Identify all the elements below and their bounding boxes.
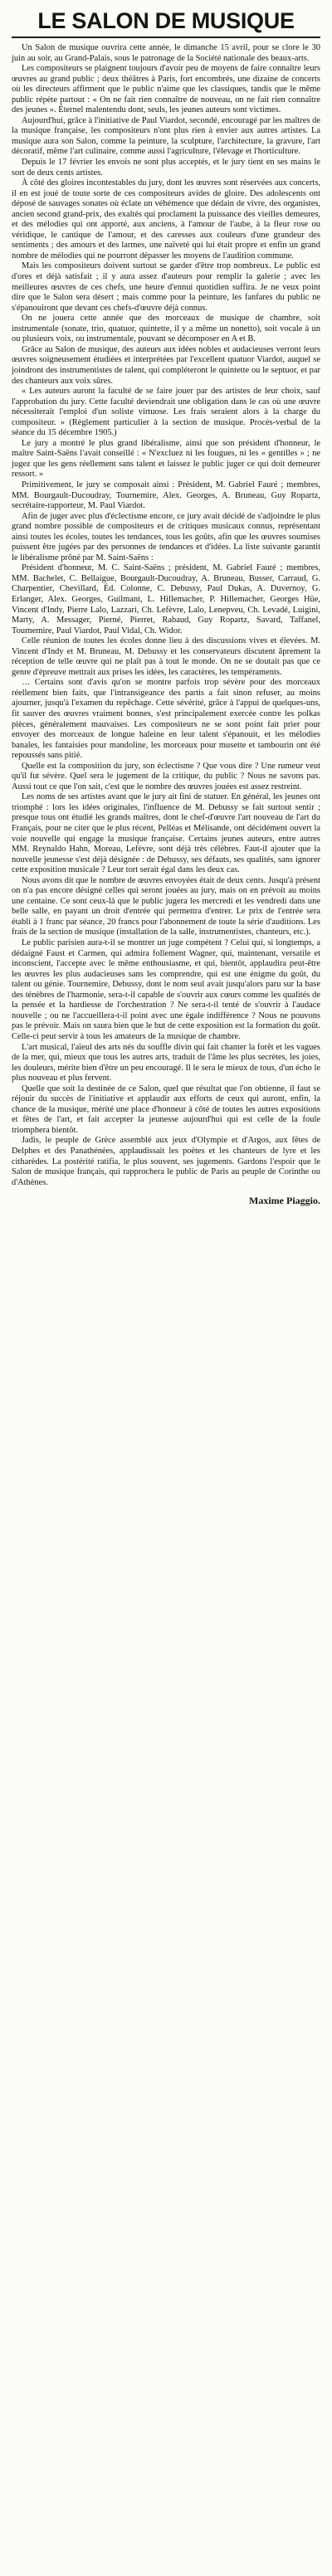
paragraph: Mais les compositeurs doivent surtout se garder d'être trop nombreux. Le public est d'ores et déjà satisfait ; il y aura assez d'auteurs pour remplir la galerie ; avec les meilleures œuvres de ces chefs, une heure d'ennui quotidien suffira. Je ne veux point dire que le Salon sera désert ; mais comme pour la peinture, les fanfares du public ne s'épanouiront que devant ces chefs-d'œuvre déjà connus. [12, 261, 320, 313]
paragraph: Primitivement, le jury se composait ainsi : Président, M. Gabriel Fauré ; membres, MM. Bourgault-Ducoudray, Tournemire, Alex. Georges, A. Bruneau, Guy Ropartz, secrétaire-rapporteur, M. Paul Viardot. [12, 480, 320, 511]
author-signature: Maxime Piaggio. [249, 1195, 320, 1207]
paragraph: Jadis, le peuple de Grèce assemblé aux jeux d'Olympie et d'Argos, aux fêtes de Delphes et des Panathénées, applaudissait les poètes et les chanteurs de lyre et les citharèdes. La postérité ratifia, le plus souvent, ses jugements. Gardons l'espoir que le Salon de musique français, qui rapprochera le public de Paris au peuple de Corinthe ou d'Athènes. [12, 1136, 320, 1187]
paragraph: L'art musical, l'aïeul des arts nés du souffle divin qui fait chanter la forêt et les vagues de la mer, qui, mieux que tous les autres arts, traduit de l'âme les plus secrètes, les joies, les douleurs, mérite bien d'être un peu encouragé. Il le sera le mieux de tous, d'un écho le plus nouveau et plus fervent. [12, 1042, 320, 1083]
paragraph: Grâce au Salon de musique, des auteurs aux idées nobles et audacieuses verront leurs œuvres soigneusement étudiées et interprétées par l'excellent quatuor Viardot, auquel se joindront des instrumentistes de talent, qui compléteront le quintette ou le septuor, et par des chanteurs aux voix sûres. [12, 344, 320, 386]
paragraph: Aujourd'hui, grâce à l'initiative de Paul Viardot, secondé, encouragé par les maîtres de la musique française, les compositeurs n'ont plus rien à envier aux autres artistes. La musique aura son Salon, comme la peinture, la sculpture, l'architecture, la gravure, l'art décoratif, même l'art culinaire, comme aussi l'agriculture, l'élevage et l'horticulture. [12, 115, 320, 157]
paragraph: Les compositeurs se plaignent toujours d'avoir peu de moyens de faire connaître leurs œuvres au grand public ; deux théâtres à Paris, fort encombrés, une dizaine de concerts où les directeurs affirment que le public n'aime que les classiques, tandis que le même public répète partout : « On ne fait rien connaître de nouveau, on ne fait rien connaître des jeunes ». Éternel malentendu dont, seuls, les jeunes auteurs sont victimes. [12, 64, 320, 115]
paragraph: « Les auteurs auront la faculté de se faire jouer par des artistes de leur choix, sauf l'approbation du jury. Cette faculté deviendrait une obligation dans le cas où une œuvre nécessiterait l'emploi d'un soliste virtuose. Les frais seraient alors à la charge du compositeur. » (Règlement particulier à la section de musique. Procès-verbal de la séance du 15 décembre 1905.) [12, 387, 320, 438]
paragraph: Celle réunion de toutes les écoles donne lieu à des discussions vives et élevées. M. Vincent d'Indy et M. Bruneau, M. Debussy et les conservateurs discutent âprement la réception de telle œuvre qui ne plaît pas à tout le monde. On ne se doutait pas que ce genre d'épreuve mettrait aux prises les idées, les caractères, les tempéraments. [12, 636, 320, 677]
paragraph: Le public parisien aura-t-il se montrer un juge compétent ? Celui qui, si longtemps, a dédaigné Faust et Carmen, qui admira follement Wagner, qui, maintenant, versatile et inconscient, l'accepte avec le même enthousiasme, et qui, bientôt, applaudira peut-être les œuvres les plus audacieuses sans les comprendre, qui est une énigme du goût, du talent ou génie. Tournemire, Debussy, dont le nom seul avait jusqu'alors paru sur la base des ténèbres de l'harmonie, sera-t-il capable de s'ouvrir aux cœurs comme les qualités de la pensée et la hardiesse de l'orchestration ? Ne sera-t-il tenté de s'ouvrir à l'audace nouvelle ; ou ne l'accueillera-t-il point avec une égale indifférence ? Nous ne pouvons pas le prévoir. Mais on saura bien que le but de cette exposition est la formation du goût. Celle-ci peut servir à tous les amateurs de la musique de chambre. [12, 938, 320, 1041]
title-rule [12, 37, 320, 38]
article-title: LE SALON DE MUSIQUE [37, 8, 295, 33]
paragraph: Afin de juger avec plus d'éclectisme encore, ce jury avait décidé de s'adjoindre le plus grand nombre possible de compositeurs et de critiques musicaux connus, représentant ainsi toutes les écoles, toutes les tendances, tous les goûts, afin que les œuvres soumises puissent être jugées par des personnes de tendances et d'idées. La liste suivante garantit le libéralisme prôné par M. Saint-Saëns : [12, 511, 320, 562]
paragraph: Président d'honneur, M. C. Saint-Saëns ; président, M. Gabriel Fauré ; membres, MM. Bachelet, C. Bellaigue, Bourgault-Ducoudray, A. Bruneau, Busser, Carraud, G. Charpentier, Chevillard, Éd. Colonne, C. Debussy, Paul Dukas, A. Duvernoy, G. Erlanger, Alex. Georges, Guilmant, L. Hillemacher, P. Hillemacher, Georges Hüe, Vincent d'Indy, Pierre Lalo, Lazzari, Ch. Lefèvre, Lalo, Lenepveu, Ch. Levadé, Luigini, Marty, A. Messager, Pierné, Pierret, Rabaud, Guy Ropartz, Savard, Taffanel, Tournemire, Paul Viardot, Paul Vidal, Ch. Widor. [12, 563, 320, 635]
paragraph: Un Salon de musique ouvrira cette année, le dimanche 15 avril, pour se clore le 30 juin au soir, au Grand-Palais, sous le patronage de la Société nationale des beaux-arts. [12, 43, 320, 63]
paragraph: Quelle que soit la destinée de ce Salon, quel que résultat que l'on obtienne, il faut se réjouir du succès de l'initiative et applaudir aux efforts de ceux qui auront, enfin, la chance de la musique, mérité une place d'honneur à côté de toutes les autres expositions et fêtes de l'art, et fait accepter la jeunesse aujourd'hui qui est celle de la foule triomphera bientôt. [12, 1083, 320, 1135]
paragraph: Quelle est la composition du jury, son éclectisme ? Que vous dire ? Une rumeur veut qu'il fut sévère. Quel sera le jugement de la critique, du public ? Nous ne savons pas. Aussi tout ce que l'on sait, c'est que le nombre des œuvres jouées est assez restreint. [12, 761, 320, 791]
paragraph: Nous avons dit que le nombre de œuvres envoyées était de deux cents. Jusqu'à présent on n'a pas encore désigné celles qui seront jouées au jury, mais on en prévoit au moins une centaine. Ce sont ceux-là que le public jugera les mercredi et les vendredi dans une belle salle, en payant un droit d'entrée qui permettra d'entrer. Le prix de l'entrée sera établi à 1 franc par séance, 20 francs pour l'abonnement de toute la série d'auditions. Les frais de la section de musique (installation de la salle, instrumentistes, chanteurs, etc.). [12, 875, 320, 937]
paragraph: À côté des gloires incontestables du jury, dont les œuvres sont réservées aux concerts, il en est joué de toute sorte de ces compositeurs avides de gloire. Des adolescents ont déposé de sauvages sonates où éclate un véhémence que dédain de vivre, des organistes, ancien second grand-prix, des exaltés qui proclament la puissance des vieilles demeures, et des mélodies qui ont apporté, aux anciens, à l'amour de l'aube, à la fleur rose ou véridique, le cantique de l'amour, et des caresses aux couleurs d'une grandeur des sentiments ; des amours et des larmes, une naïveté qui lui était propre et enfin un grand nombre de mélodies qui ne pourront dépasser les moyens de l'audition commune. [12, 178, 320, 261]
article-body [12, 43, 320, 1188]
paragraph: Depuis le 17 février les envois ne sont plus acceptés, et le jury tient en ses mains le sort de deux cents artistes. [12, 158, 320, 178]
paragraph: Les noms de ses artistes avant que le jury ait fini de statuer. En général, les jeunes ont triomphé : lors les idées originales, l'influence de M. Debussy se fait surtout sentir ; presque tous ont étudié les grands maîtres, dont le chef-d'œuvre l'art nouveau de l'art du Français, pour ne citer que le plus récent, Pelléas et Mélisande, ont décidément ouvert la voie nouvelle qui engage la musique française. Certains jeunes auteurs, entre autres MM. Reynaldo Hahn, Moreau, Lefèvre, sont déjà très célèbres. Faut-il ajouter que la nouvelle jeunesse s'est déjà désignée : de Debussy, ses défauts, ses qualités, sans ignorer cette exposition musicale ? Leur tort serait égal dans les deux cas. [12, 792, 320, 875]
paragraph: Le jury a montré le plus grand libéralisme, ainsi que son président d'honneur, le maître Saint-Saëns l'avait conseillé : « N'excluez ni les fougues, ni les « gentilles » ; ne jugez que les gens réellement sans talent et laissez le public juger ce qui doit demeurer ressort. » [12, 438, 320, 480]
paragraph: On ne jouera cette année que des morceaux de musique de chambre, soit instrumentale (sonate, trio, quatuor, quintette, il y a même un nonetto), soit vocale à un ou plusieurs voix, ou instrumentale, pouvant se décomposer en A et B. [12, 314, 320, 344]
paragraph: … Certains sont d'avis qu'on se montre parfois trop sévère pour des morceaux réellement bien faits, que l'intransigeance des partis a fait sinon refuser, au moins ajourner, jusqu'à l'examen du repêchage. Cette sévérité, grâce à l'appui de quelques-uns, fit sauver des œuvres vraiment bonnes, s'est principalement exercée contre les polkas pièces, généralement mauvaises. Les compositeurs ne se sont point fait prier pour envoyer des morceaux de longue haleine en leur talent s'épanouit, et les mélodies banales, les fantaisies pour mandoline, les morceaux pour musette et tambourin ont été repoussés sans pitié. [12, 678, 320, 761]
